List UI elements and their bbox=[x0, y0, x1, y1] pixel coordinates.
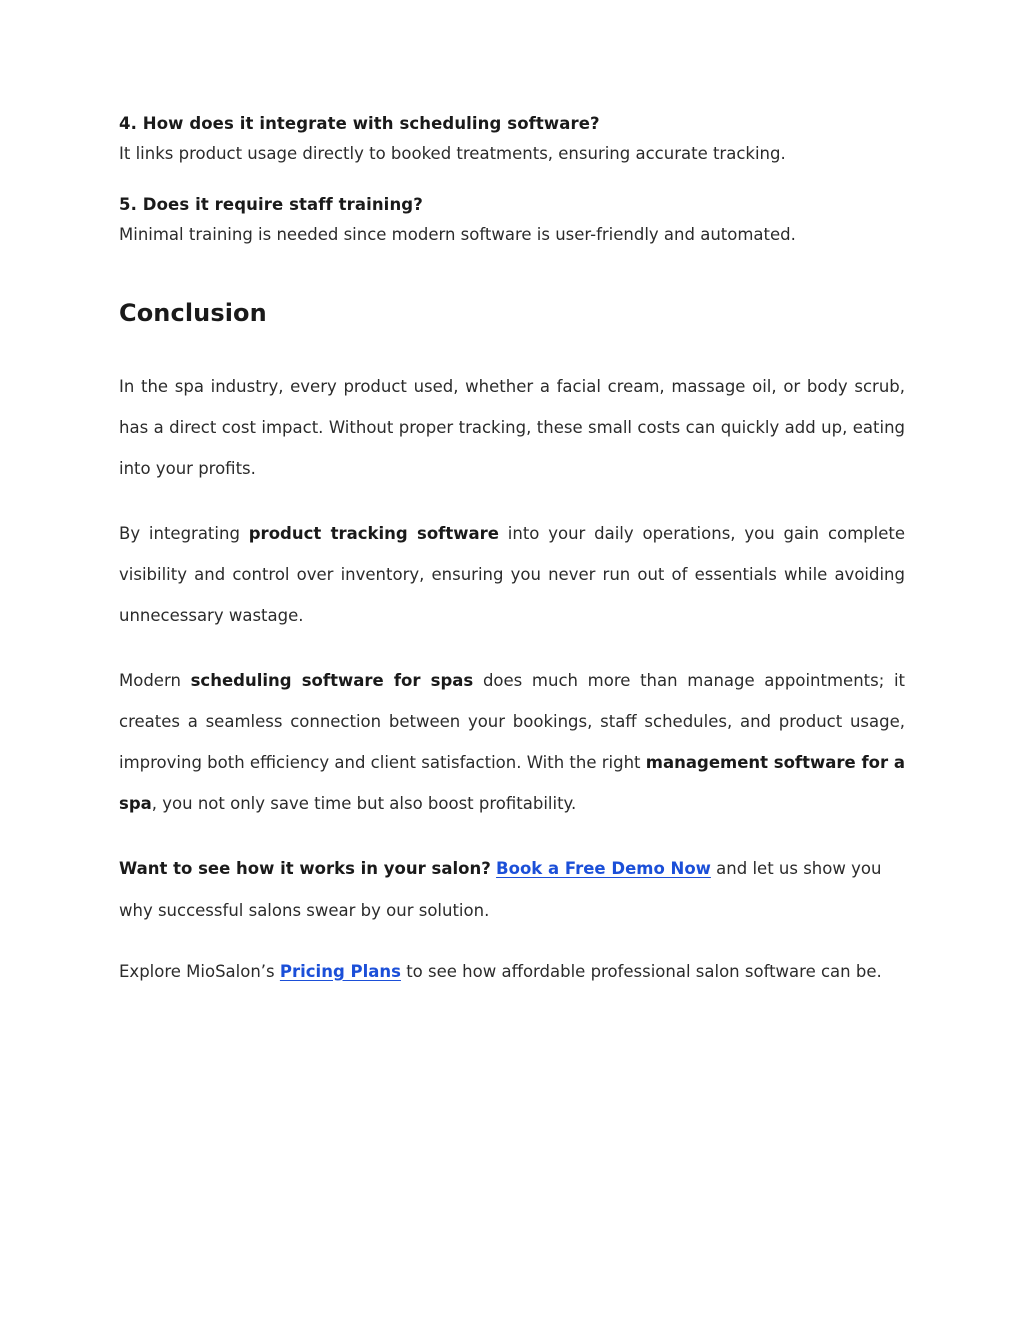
paragraph-3-bold-term-2: management software for a spa bbox=[119, 752, 905, 813]
paragraph-2-bold-term: product tracking software bbox=[248, 524, 499, 544]
conclusion-paragraph-2 bbox=[119, 514, 905, 637]
cta-demo-tail: and let us show you why successful salons swear by our solution. bbox=[119, 859, 882, 921]
cta-paragraph-demo bbox=[119, 848, 905, 932]
cta-pricing-lead: Explore MioSalon’s bbox=[119, 961, 280, 981]
faq-question: 5. Does it require staff training? bbox=[119, 194, 423, 214]
pricing-plans-link[interactable]: Pricing Plans bbox=[279, 961, 401, 981]
faq-item bbox=[119, 112, 905, 167]
paragraph-3-text-middle: does much more than manage appointments; it creates a seamless connection between your bookings, staff schedules, and product usage, improving both efficiency and client satisfaction. With the right bbox=[119, 670, 906, 772]
paragraph-3-text-end: , you not only save time but also boost profitability. bbox=[151, 793, 577, 813]
paragraph-2-text-start: By integrating bbox=[119, 524, 249, 544]
document-content bbox=[119, 112, 905, 1011]
paragraph-3-bold-term-1: scheduling software for spas bbox=[190, 670, 474, 690]
conclusion-paragraph-3 bbox=[119, 661, 905, 825]
conclusion-paragraph-1: In the spa industry, every product used, whether a facial cream, massage oil, or body scrub, has a direct cost impact. Without proper tracking, these small costs can quickly add up, eating into your profits. bbox=[119, 377, 905, 479]
book-free-demo-link[interactable]: Book a Free Demo Now bbox=[496, 859, 711, 879]
faq-answer: It links product usage directly to booked treatments, ensuring accurate tracking. bbox=[119, 143, 786, 163]
faq-item bbox=[119, 193, 905, 248]
cta-demo-lead: Want to see how it works in your salon? bbox=[119, 859, 491, 879]
paragraph-2-text-end: into your daily operations, you gain complete visibility and control over inventory, ensuring you never run out of essentials while avoiding unnecessary wastage. bbox=[119, 524, 906, 625]
faq-answer: Minimal training is needed since modern software is user-friendly and automated. bbox=[119, 224, 796, 244]
cta-pricing-tail: to see how affordable professional salon software can be. bbox=[400, 961, 882, 981]
cta-paragraph-pricing bbox=[119, 951, 905, 993]
conclusion-heading: Conclusion bbox=[119, 299, 267, 328]
paragraph-3-text-start: Modern bbox=[119, 670, 191, 690]
faq-question: 4. How does it integrate with scheduling software? bbox=[119, 114, 600, 133]
